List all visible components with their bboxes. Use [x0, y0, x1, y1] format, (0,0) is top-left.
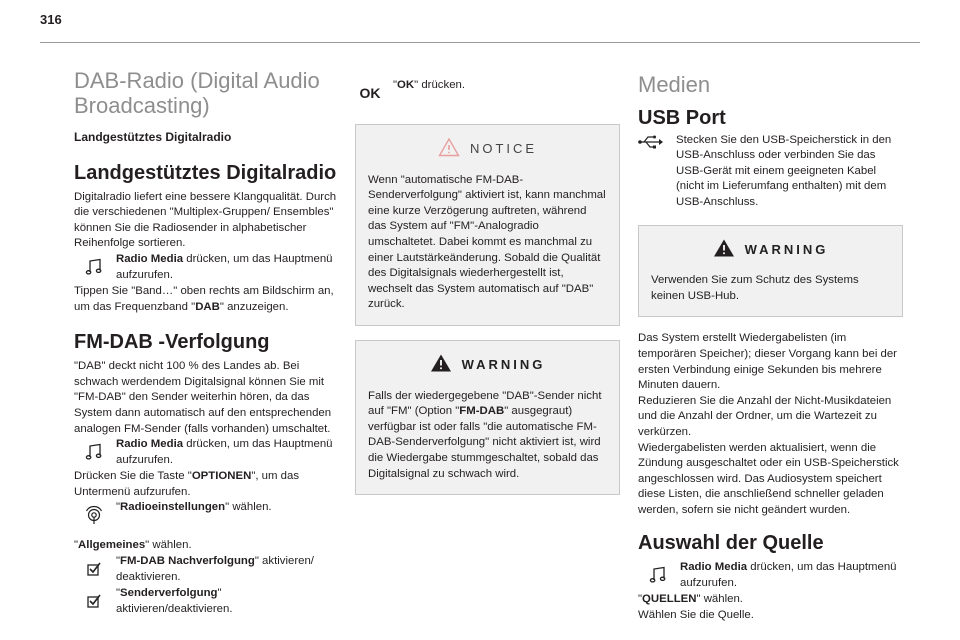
column-media [638, 72, 903, 624]
step-text: drücken, um das Hauptmenü aufzurufen. [680, 561, 897, 590]
warning-title: WARNING [461, 356, 546, 372]
paragraph-band: Tippen Sie "Band…" oben rechts am Bildschirm an, um das Frequenzband "DAB" anzuzeigen. [74, 284, 334, 313]
warning-header [368, 353, 607, 377]
step-text: drücken, um das Hauptmenü aufzurufen. [116, 438, 333, 466]
warning-box-usb [638, 225, 903, 318]
usb-icon [638, 134, 664, 156]
step-fm-dab-tracking: "FM-DAB Nachverfolgung" aktivieren/ deaktivieren. [74, 554, 339, 586]
heading-terrestrial: Landgestütztes Digitalradio [74, 161, 337, 184]
column-dab [74, 68, 339, 618]
paragraph-playlists: Das System erstellt Wiedergabelisten (im temporären Speicher); dieser Vorgang kann bei der ersten Verbindung einige Sekunden bis mehrere Minuten dauern. [638, 332, 897, 392]
step-station-tracking: "Senderverfolgung" aktivieren/deaktivieren. [74, 586, 339, 618]
column-notices [355, 78, 620, 495]
usb-text: Stecken Sie den USB-Speicherstick in den USB-Anschluss oder verbinden Sie das USB-Gerät mit einem geeigneten Kabel (nicht im Lieferumfang enthalten) mit dem USB-Anschluss. [676, 133, 892, 208]
music-note-icon [646, 563, 670, 587]
warning-text: Verwenden Sie zum Schutz des Systems keinen USB-Hub. [651, 274, 859, 302]
notice-text: Wenn "automatische FM-DAB-Senderverfolgung" aktiviert ist, kann manchmal eine kurze Verzögerung auftreten, während das System auf "FM"-Analogradio umschaltetet. Dabei kommt es manchmal zu einer Lautstärkeänderung. Sobald die Qualität des Digitalsignals wiederhergestellt ist, wechselt das System automatisch auf "DAB" zurück. [368, 173, 606, 311]
paragraph-choose-source: Wählen Sie die Quelle. [638, 609, 754, 622]
step-radio-media-2 [74, 437, 339, 469]
radio-antenna-icon [82, 503, 106, 527]
paragraph-update: Wiedergabelisten werden aktualisiert, wenn die Zündung ausgeschaltet oder ein USB-Speicherstick angeschlossen wird. Das Audiosystem speichert diese Listen, die anschließend schneller geladen werden, sofern sie nicht geändert wurden. [638, 441, 899, 516]
subtitle-terrestrial: Landgestütztes Digitalradio [74, 130, 232, 144]
heading-usb-port: USB Port [638, 107, 726, 129]
paragraph-options: Drücken Sie die Taste "OPTIONEN", um das Untermenü aufzurufen. [74, 470, 300, 498]
step-ok: OK "OK" drücken. [355, 78, 620, 110]
warning-triangle-icon [438, 137, 460, 161]
usb-paragraph [638, 133, 903, 211]
step-radio-settings: "Radioeinstellungen" wählen. [74, 500, 339, 538]
warning-text: Falls der wiedergegebene "DAB"-Sender nicht auf "FM" (Option "FM-DAB" ausgegraut) verfügbar ist oder falls "die automatische FM-DAB-Senderverfolgung" nicht aktiviert ist, wird die Wiedergabe stummgeschaltet, sobald das Digitalsignal zu schwach wird. [368, 389, 602, 480]
step-text: drücken, um das Hauptmenü aufzurufen. [116, 252, 333, 281]
step-bold-label: Radio Media [116, 438, 184, 451]
warning-title: WARNING [744, 241, 829, 257]
step-radio-media-3 [638, 560, 903, 592]
heading-source-select: Auswahl der Quelle [638, 532, 824, 555]
section-title-dab: DAB-Radio (Digital Audio Broadcasting) [74, 68, 320, 118]
checkbox-icon [82, 589, 106, 613]
paragraph-fm-dab: "DAB" deckt nicht 100 % des Landes ab. Bei schwach werdendem Digitalsignal können Sie mit "FM-DAB" den Sender weiterhin hören, da das System dann automatisch auf den entsprechenden analogen FM-Sender (falls vorhanden) umschaltet. [74, 360, 332, 435]
notice-title: NOTICE [469, 141, 538, 156]
step-bold-label: Radio Media [680, 561, 748, 574]
header-divider [40, 42, 920, 43]
music-note-icon [82, 440, 106, 464]
paragraph-general: "Allgemeines" wählen. [74, 539, 192, 552]
paragraph-sources: "QUELLEN" wählen. [638, 593, 743, 606]
step-bold-label: Radio Media [116, 252, 184, 265]
heading-fm-dab: FM-DAB -Verfolgung [74, 331, 270, 354]
step-radio-media-1 [74, 252, 339, 284]
notice-box [355, 124, 620, 326]
music-note-icon [82, 255, 106, 279]
paragraph-intro: Digitalradio liefert eine bessere Klangqualität. Durch die verschiedenen "Multiplex-Gruppen/ Ensembles" können Sie die Radiosender in alphabetischer Reihenfolge sortieren. [74, 190, 337, 250]
warning-header [651, 238, 890, 262]
warning-triangle-icon [430, 353, 452, 377]
paragraph-reduce: Reduzieren Sie die Anzahl der Nicht-Musikdateien und die Anzahl der Ordner, um die Wartezeit zu verkürzen. [638, 394, 892, 438]
section-title-media: Medien [638, 72, 711, 97]
warning-box [355, 340, 620, 495]
checkbox-icon [82, 557, 106, 581]
warning-triangle-icon [713, 238, 735, 262]
notice-header [368, 137, 607, 161]
ok-button-icon: OK [359, 85, 381, 102]
page-number: 316 [40, 12, 62, 27]
